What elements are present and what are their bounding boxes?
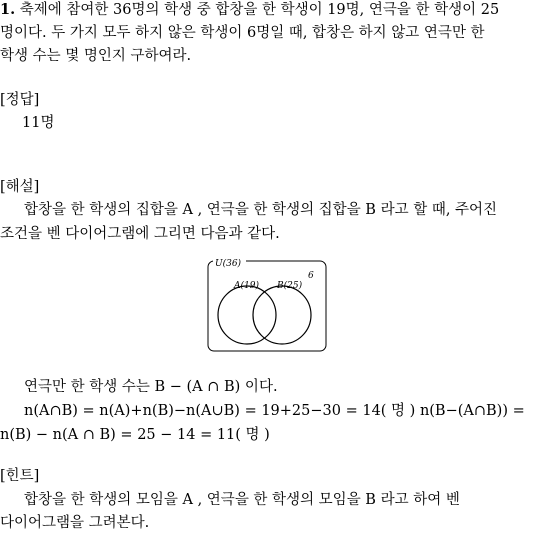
answer-value: 11명 (22, 115, 55, 131)
venn-diagram (205, 258, 330, 355)
hint-line-2: 다이어그램을 그려본다. (0, 515, 150, 531)
answer-heading: [정답] (0, 92, 40, 108)
problem-line-3: 학생 수는 몇 명인지 구하여라. (0, 48, 192, 64)
set-a-circle (218, 286, 276, 344)
hint-line-1: 합창을 한 학생의 모임을 A , 연극을 한 학생의 모임을 B 라고 하여 벤 (24, 492, 460, 508)
solution-line-2: 조건을 벤 다이어그램에 그리면 다음과 같다. (0, 226, 280, 242)
outside-count-label: 6 (308, 271, 314, 281)
problem-line-2: 명이다. 두 가지 모두 하지 않은 학생이 6명일 때, 합창은 하지 않고 연극만 한 (0, 25, 485, 41)
solution-line-4: n(A∩B) = n(A)+n(B)−n(A∪B) = 19+25−30 = 14( 명 ) n(B−(A∩B)) = (24, 403, 525, 419)
problem-text-1: 축제에 참여한 36명의 학생 중 합창을 한 학생이 19명, 연극을 한 학생이 25 (19, 2, 500, 18)
solution-line-1: 합창을 한 학생의 집합을 A , 연극을 한 학생의 집합을 B 라고 할 때, 주어진 (24, 202, 498, 218)
solution-line-5: n(B) − n(A ∩ B) = 25 − 14 = 11( 명 ) (0, 427, 270, 443)
set-b-label: B(25) (277, 281, 303, 291)
set-b-circle (253, 286, 311, 344)
problem-line-1 (0, 0, 499, 20)
hint-heading: [힌트] (0, 468, 40, 484)
solution-line-3: 연극만 한 학생 수는 B − (A ∩ B) 이다. (24, 379, 278, 395)
set-a-label: A(19) (234, 281, 259, 291)
universe-label: U(36) (215, 259, 242, 269)
solution-heading: [해설] (0, 179, 40, 195)
problem-number: 1. (0, 1, 16, 18)
